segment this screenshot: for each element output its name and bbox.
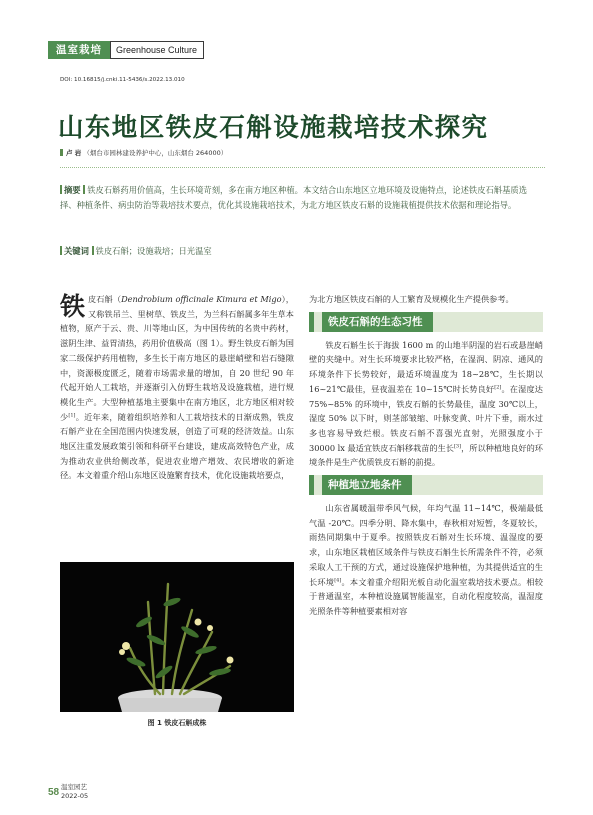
body-column-right bbox=[309, 292, 543, 619]
text-run: 。近年来，随着组织培养和人工栽培技术的日渐成熟，铁皮石斛产业在全国范围内快速发展，创造了可观的经济效益。山东地区注重发展政策引领和科研平台建设，建成高效特色产业，成为推动农业供给侧改革，促进农业增产增效、农民增收的新途径。本文着重介绍山东地区设施繁育技术，优化设施栽培要点， bbox=[60, 411, 294, 481]
author-affiliation: （烟台市园林建设养护中心，山东烟台 264000） bbox=[83, 149, 228, 157]
journal-issue: 2022-05 bbox=[61, 792, 89, 800]
section-title: 种植地立地条件 bbox=[322, 475, 412, 495]
paragraph-continued: 为北方地区铁皮石斛的人工繁育及规模化生产提供参考。 bbox=[309, 294, 514, 304]
section-title: 铁皮石斛的生态习性 bbox=[322, 312, 433, 332]
section-heading-ecology bbox=[309, 312, 543, 332]
paragraph-site bbox=[309, 501, 543, 619]
doi: DOI: 10.16815/j.cnki.11-5436/s.2022.13.010 bbox=[60, 77, 185, 83]
citation-ref: [4] bbox=[334, 576, 342, 583]
section-label-cn: 温室栽培 bbox=[48, 41, 110, 59]
citation-ref: [3] bbox=[453, 442, 462, 449]
page-number: 58 bbox=[48, 787, 60, 798]
paragraph-intro bbox=[60, 292, 294, 483]
journal-info bbox=[61, 783, 88, 801]
text-run: ），又称铁吊兰、里树草、铁皮兰，为兰科石斛属多年生草本植物，原产于云、贵、川等地山区，为中国传统的名贵中药材，滋阴生津、益胃清热，药用价值极高（图 1）。野生铁皮石斛为国家二级保护药用植物，多生长于南方地区的悬崖峭壁和岩石缝隙中，资源极度匮乏，随着市场需求量的增加，自 20 世纪 90 年代起开始人工栽培，并逐渐引入仿野生栽培及设施栽植，进行规模化生产。大型种植基地主要集中在南方地区，北方地区相对较少 bbox=[60, 294, 294, 422]
journal-name: 温室园艺 bbox=[61, 783, 87, 791]
abstract-marker bbox=[60, 185, 62, 194]
author-marker bbox=[60, 149, 63, 156]
text-run: 。本文着重介绍阳光板自动化温室栽培技术要点。相较于普通温室，本种植设施属智能温室，自动化程度较高，温湿度光照条件等种植要素相对容 bbox=[309, 576, 543, 616]
figure-orchid-photo bbox=[60, 562, 294, 712]
article-title: 山东地区铁皮石斛设施栽培技术探究 bbox=[58, 113, 489, 143]
keywords-separator bbox=[92, 246, 94, 255]
text-run: 皮石斛（ bbox=[88, 294, 122, 304]
divider-dotted bbox=[60, 167, 545, 168]
text-run: 铁皮石斛生长于海拔 1600 m 的山地半阴湿的岩石或悬崖峭壁的夹缝中。对生长环境要求比较严格，在湿润、阴凉、通风的环境条件下长势较好，最适环境温度为 18~28℃，生长期以 16~21℃最佳，昼夜温差在 10~15℃时长势良好 bbox=[309, 339, 543, 394]
paragraph-ecology bbox=[309, 338, 543, 470]
keywords-marker bbox=[60, 246, 62, 255]
section-banner bbox=[48, 41, 206, 59]
text-run: ，所以种植地良好的环境条件是生产优质铁皮石斛的前提。 bbox=[309, 442, 543, 468]
drop-cap: 铁 bbox=[60, 292, 86, 321]
keywords-label: 关键词 bbox=[64, 246, 89, 256]
text-run: 。在湿度达 75%~85% 的环境中，铁皮石斛的长势最佳，温度 30℃以上，湿度 50% 以下时，则茎部皱缩、叶脉变黄、叶片下垂，雨水过多也容易导致烂根。铁皮石斛不喜强光直射，光照强度小于 30000 lx 最适宜铁皮石斛移栽苗的生长 bbox=[309, 383, 543, 453]
author-line bbox=[60, 148, 227, 157]
author-name: 卢 岩 bbox=[66, 149, 82, 157]
abstract-label: 摘要 bbox=[64, 185, 81, 195]
abstract bbox=[60, 183, 540, 213]
text-run: 山东省属暖温带季风气候，年均气温 11~14℃，极端最低气温 -20℃。四季分明、降水集中，春秋相对短暂，冬夏较长，雨热同期集中于夏季。按照铁皮石斛对生长环境、温湿度的要求，山东地区栽植区域条件与铁皮石斛生长所需条件不符，必须采取人工干预的方式，通过设施保护地种植，为其提供适宜的生长环境 bbox=[309, 503, 543, 587]
keywords bbox=[60, 244, 540, 258]
citation-ref: [1] bbox=[68, 411, 76, 418]
section-label-en: Greenhouse Culture bbox=[110, 41, 204, 59]
body-column-left bbox=[60, 292, 294, 483]
abstract-separator bbox=[83, 185, 85, 194]
orchid-plant-icon bbox=[60, 562, 294, 712]
citation-ref: [2] bbox=[494, 384, 502, 391]
figure-caption: 图 1 铁皮石斛成株 bbox=[147, 719, 207, 727]
abstract-text: 铁皮石斛药用价值高，生长环境苛刻，多在南方地区种植。本文结合山东地区立地环境及设施特点，论述铁皮石斛基质选择、种植条件、病虫防治等栽培技术要点，优化其设施栽培技术，为北方地区铁皮石斛的设施栽植提供技术依据和理论指导。 bbox=[60, 185, 527, 210]
section-heading-site bbox=[309, 475, 543, 495]
latin-name: Dendrobium officinale Kimura et Migo bbox=[121, 294, 282, 304]
keywords-text: 铁皮石斛；设施栽培；日光温室 bbox=[95, 246, 212, 256]
